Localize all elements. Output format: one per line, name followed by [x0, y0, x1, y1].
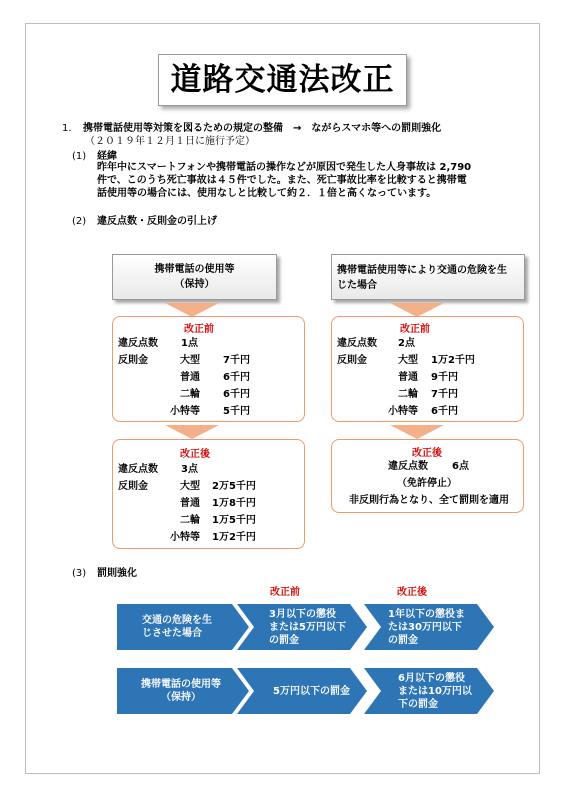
fine-value: 1万5千円: [212, 515, 256, 526]
left-column-header: [112, 254, 277, 300]
fine-value: 5千円: [223, 406, 250, 417]
penalty-after-chevron: [364, 604, 494, 650]
section-heading: 罰則強化: [97, 568, 137, 579]
page-title: 道路交通法改正: [158, 54, 407, 106]
fine-value: 7千円: [431, 389, 458, 400]
fine-value: 6千円: [223, 372, 250, 383]
vehicle-label: 二輪: [180, 515, 200, 526]
fine-value: 1万2千円: [212, 532, 256, 543]
penalty-before-chevron: [237, 604, 367, 650]
label-line: 携帯電話の使用等: [141, 679, 221, 690]
fine-value: 1万2千円: [431, 355, 475, 366]
item-heading: 携帯電話使用等対策を図るための規定の整備 → ながらスマホ等への罰則強化: [83, 123, 442, 134]
section-heading: 経緯: [97, 151, 117, 162]
label-line: 交通の危険を生: [142, 615, 212, 626]
vehicle-label: 小特等: [388, 406, 418, 417]
points-value: 2点: [398, 338, 415, 349]
license-suspension-note: （免許停止）: [397, 478, 457, 489]
label-line: じさせた場合: [142, 628, 202, 639]
penalty-line: の罰金: [269, 634, 299, 646]
points-label: 違反点数: [388, 461, 428, 472]
points-label: 違反点数: [118, 338, 158, 349]
down-arrow-icon: [390, 425, 444, 439]
criminal-penalty-note: 非反則行為となり、全て罰則を適用: [349, 495, 509, 506]
header-line: 携帯電話の使用等: [154, 264, 235, 275]
penalty-line: 5万円以下の罰金: [273, 685, 350, 697]
vehicle-label: 大型: [398, 355, 418, 366]
down-arrow-icon: [165, 425, 219, 439]
background-text-line: 件で、このうち死亡事故は４５件でした。また、死亡事故比率を比較すると携帯電: [97, 175, 467, 186]
header-line: （保持）: [174, 279, 215, 290]
penalty-line: 6月以下の懲役: [398, 672, 465, 684]
penalty-line: または5万円以下: [269, 621, 346, 633]
vehicle-label: 大型: [180, 481, 200, 492]
fine-value: 6千円: [431, 406, 458, 417]
fine-label: 反則金: [118, 355, 148, 366]
points-value: 3点: [181, 464, 198, 475]
fine-label: 反則金: [337, 355, 367, 366]
header-line: じた場合: [337, 280, 377, 291]
after-label: 改正後: [180, 449, 210, 460]
section-heading: 違反点数・反則金の引上げ: [97, 216, 217, 227]
points-value: 1点: [181, 338, 198, 349]
fine-value: 9千円: [431, 372, 458, 383]
before-label: 改正前: [400, 324, 430, 335]
points-value: 6点: [452, 461, 469, 472]
fine-label: 反則金: [118, 481, 148, 492]
penalty-row-label: [117, 668, 249, 714]
vehicle-label: 小特等: [170, 406, 200, 417]
penalty-line: たは30万円以下: [388, 621, 462, 633]
penalty-line: の罰金: [388, 634, 418, 646]
background-text-line: 昨年中にスマートフォンや携帯電話の操作などが原因で発生した人身事故は 2,790: [97, 162, 472, 173]
down-arrow-icon: [165, 303, 219, 317]
vehicle-label: 普通: [180, 498, 200, 509]
section-number: (1): [72, 151, 87, 162]
penalty-row-label: [117, 604, 249, 650]
header-line: 携帯電話使用等により交通の危険を生: [337, 265, 507, 276]
fine-value: 7千円: [223, 355, 250, 366]
before-label: 改正前: [184, 324, 214, 335]
penalty-line: 下の罰金: [398, 698, 438, 710]
vehicle-label: 普通: [398, 372, 418, 383]
points-label: 違反点数: [118, 464, 158, 475]
label-line: （保持）: [161, 692, 201, 703]
after-column-header: 改正後: [397, 587, 427, 598]
vehicle-label: 大型: [180, 355, 200, 366]
penalty-after-chevron: [364, 668, 494, 714]
before-column-header: 改正前: [270, 587, 300, 598]
vehicle-label: 普通: [180, 372, 200, 383]
right-column-header: [331, 254, 525, 300]
penalty-line: 3月以下の懲役: [269, 608, 336, 620]
section-number: (3): [72, 568, 87, 579]
points-label: 違反点数: [337, 338, 377, 349]
vehicle-label: 小特等: [170, 532, 200, 543]
penalty-line: または10万円以: [398, 685, 472, 697]
effective-date: （２０１９年１２月１日に施行予定）: [85, 136, 255, 147]
vehicle-label: 二輪: [398, 389, 418, 400]
after-label: 改正後: [412, 448, 442, 459]
fine-value: 1万8千円: [212, 498, 256, 509]
penalty-before-chevron: [237, 668, 367, 714]
item-number: 1.: [62, 123, 72, 134]
vehicle-label: 二輪: [180, 389, 200, 400]
fine-value: 6千円: [223, 389, 250, 400]
fine-value: 2万5千円: [212, 481, 256, 492]
penalty-line: 1年以下の懲役ま: [388, 608, 465, 620]
section-number: (2): [72, 216, 87, 227]
background-text-line: 話使用等の場合には、使用なしと比較して約２．１倍と高くなっています。: [97, 188, 437, 199]
down-arrow-icon: [390, 303, 444, 317]
